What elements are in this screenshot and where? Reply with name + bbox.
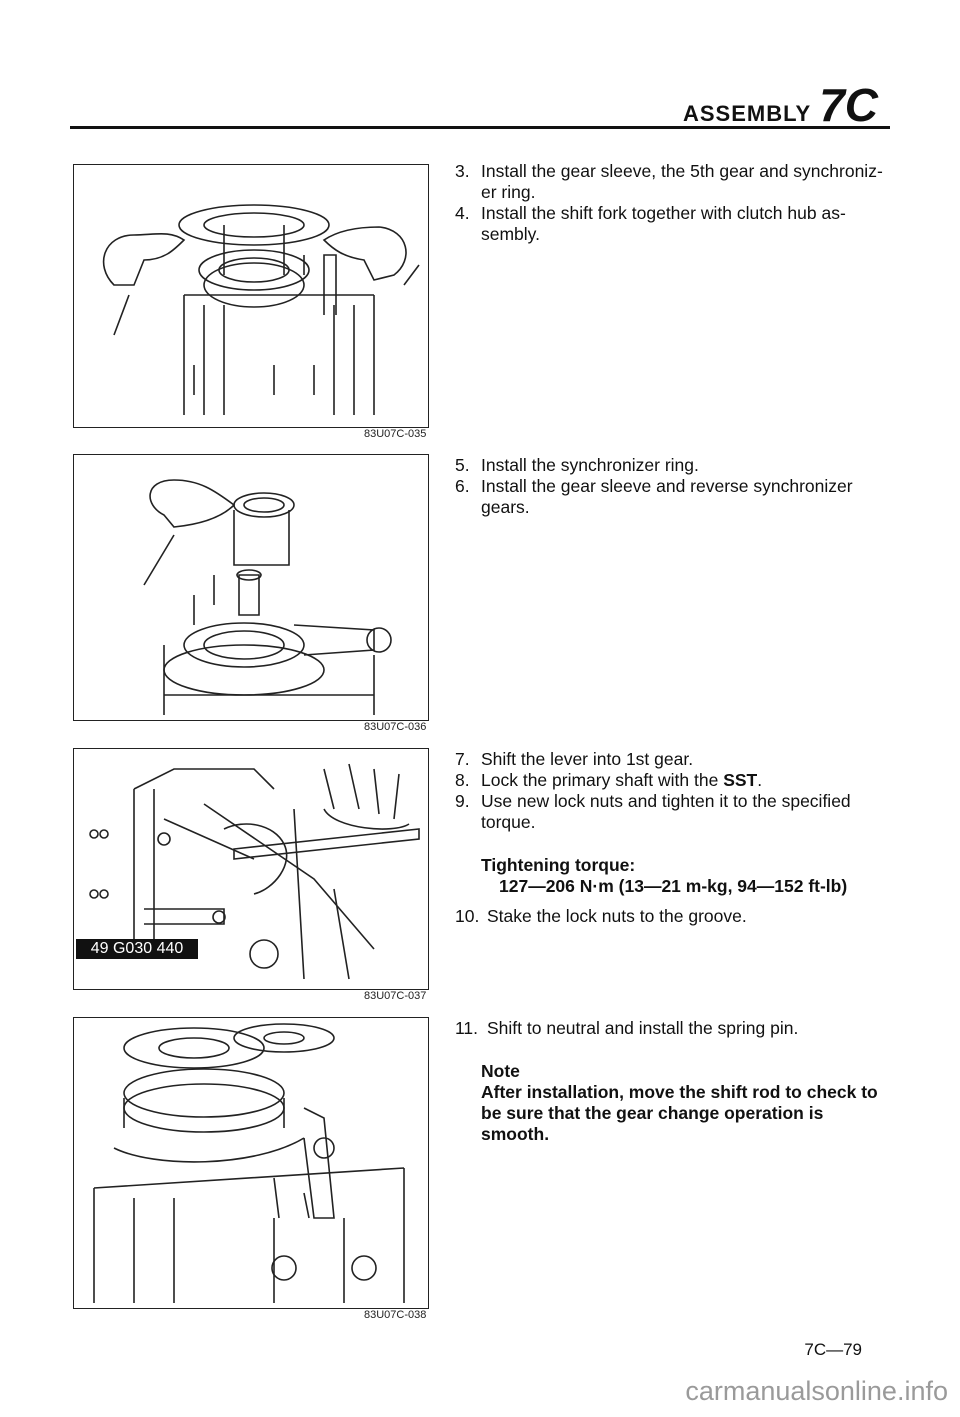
figure-038 [73,1017,429,1309]
step-number: 3. [455,161,470,181]
step-11 [455,1018,885,1039]
step-number: 11. [455,1018,479,1038]
instructions-block-3 [455,749,885,897]
step-number: 4. [455,203,470,223]
step-text: Install the gear sleeve and reverse synchronizer gears. [481,476,853,517]
step-text: Install the shift fork together with clutch hub as-sembly. [481,203,846,244]
step-number: 7. [455,749,470,769]
figure-036-illustration [74,455,428,720]
section-word: ASSEMBLY [682,101,812,126]
note-text: After installation, move the shift rod to check to be sure that the gear change operation is smooth. [481,1082,878,1144]
page-number: 7C—79 [804,1340,862,1359]
step-10 [455,906,885,927]
figure-038-illustration [74,1018,428,1308]
torque-value: 127—206 N·m (13—21 m-kg, 94—152 ft-lb) [499,876,848,896]
step-text-end: . [757,770,763,790]
figure-035-code: 83U07C-035 [364,428,427,440]
section-code: 7C [819,79,878,131]
figure-037-code: 83U07C-037 [364,990,427,1002]
step-text: Use new lock nuts and tighten it to the specified torque. [481,791,851,832]
step-number: 5. [455,455,470,475]
figure-038-code: 83U07C-038 [364,1309,427,1321]
section-header [683,78,878,132]
figure-036 [73,454,429,721]
step-text: Stake the lock nuts to the groove. [487,906,747,926]
instructions-block-5 [455,1018,885,1145]
step-text: Shift to neutral and install the spring pin. [487,1018,799,1038]
figure-036-code: 83U07C-036 [364,721,427,733]
step-5 [455,455,885,476]
step-number: 6. [455,476,470,496]
step-6 [455,476,885,518]
step-text: Lock the primary shaft with the [481,770,724,790]
step-number: 8. [455,770,470,790]
instructions-block-1 [455,161,885,245]
watermark: carmanualsonline.info [685,1376,948,1406]
step-text: Install the synchronizer ring. [481,455,699,475]
sst-label: 49 G030 440 [76,939,198,959]
note-title: Note [481,1061,520,1081]
step-text: Install the gear sleeve, the 5th gear and synchroniz-er ring. [481,161,883,202]
figure-037 [73,748,429,990]
step-8 [455,770,885,791]
sst-term: SST [723,770,758,790]
step-4 [455,203,885,245]
instructions-block-2 [455,455,885,518]
instructions-block-4 [455,906,885,927]
step-9 [455,791,885,833]
header-rule [70,126,890,129]
step-text: Shift the lever into 1st gear. [481,749,694,769]
step-number: 10. [455,906,480,926]
step-number: 9. [455,791,470,811]
step-7 [455,749,885,770]
step-3 [455,161,885,203]
figure-035 [73,164,429,428]
torque-title: Tightening torque: [481,855,636,875]
figure-035-illustration [74,165,428,427]
